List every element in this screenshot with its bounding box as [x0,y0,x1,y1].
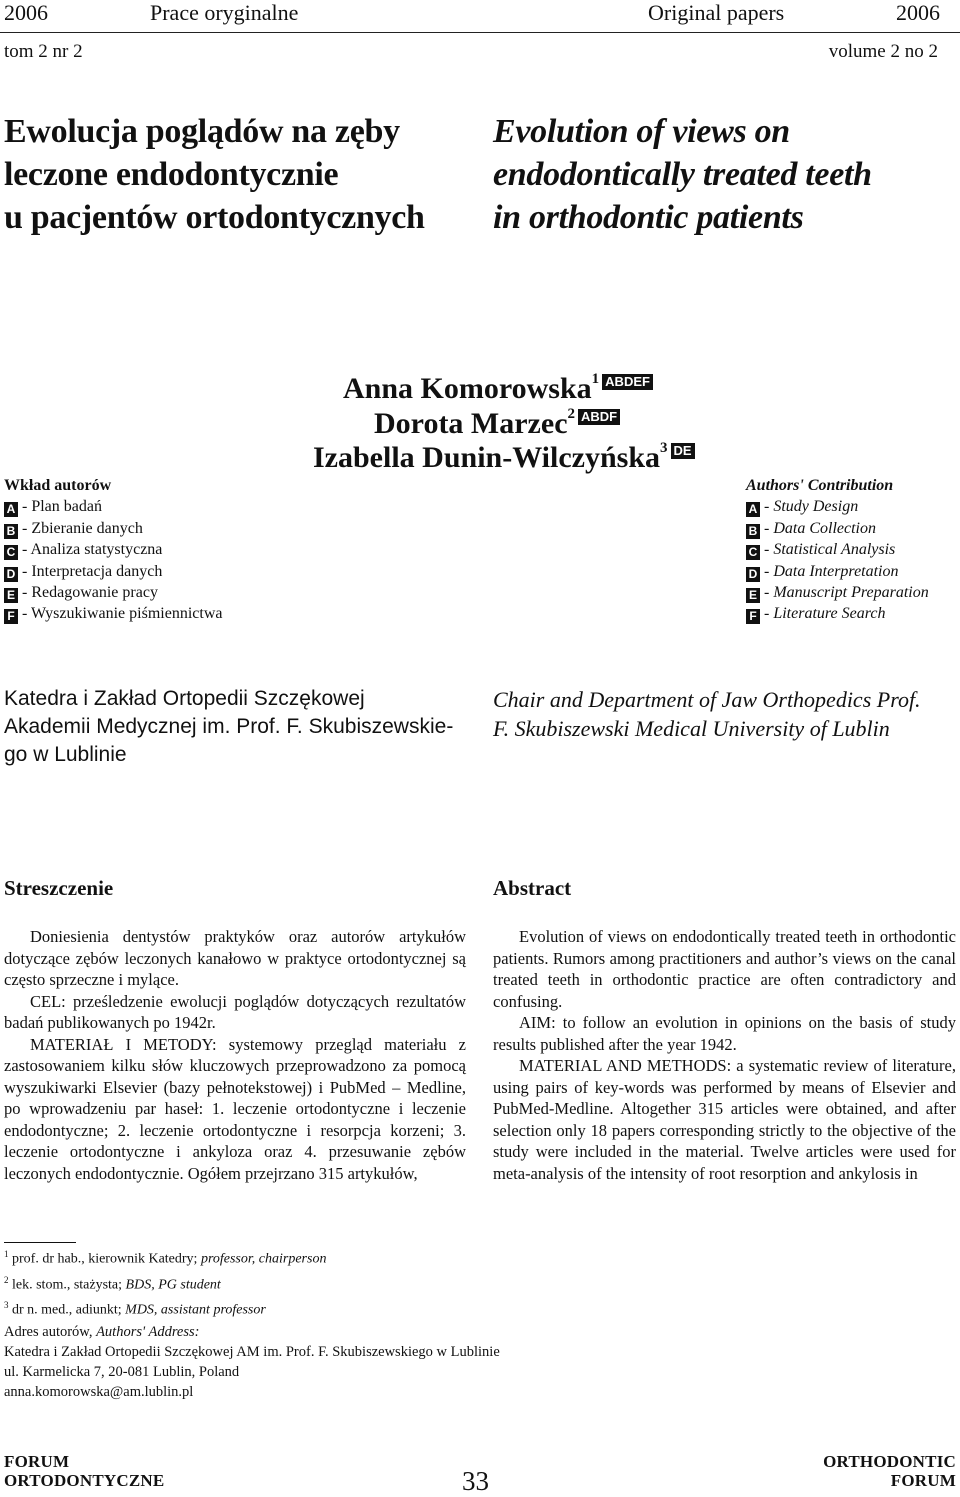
footer-line: FORUM [4,1452,70,1471]
footer-line: ORTHODONTIC [823,1452,956,1471]
contribution-heading: Authors' Contribution [746,477,894,494]
abstract-paragraph: AIM: to follow an evolution in opinions on the basis of study results published after the year 1942. [493,1013,956,1054]
footnote-rule [4,1242,76,1243]
author-name: Dorota Marzec [374,407,568,440]
contribution-heading: Wkład autorów [4,477,112,494]
role-label: - Manuscript Preparation [764,584,929,602]
title-english [493,110,960,239]
author-1 [343,372,653,406]
affiliation-line: Chair and Department of Jaw Orthopedics Prof. [493,687,921,712]
header-volume-en: volume 2 no 2 [828,41,938,62]
footer-journal-polish [4,1452,164,1490]
contribution-item [746,496,929,517]
header-rule [0,32,960,33]
role-label: - Data Collection [764,519,876,537]
role-letter: D [746,567,760,582]
title-polish-line: leczone endodontycznie [4,156,339,193]
author-address [4,1322,500,1402]
role-letter: C [746,545,760,560]
abstract-heading-polish: Streszczenie [4,876,114,900]
title-polish [4,110,474,239]
header-year-right: 2006 [896,0,940,25]
abstract-polish [4,926,466,1184]
role-letter: C [4,545,18,560]
role-letter: A [4,502,18,517]
contribution-item [746,582,929,603]
header-year-left: 2006 [4,0,48,25]
author-affiliation-number: 1 [591,371,600,387]
contribution-item [4,518,222,539]
role-label: - Zbieranie danych [22,519,143,537]
address-line: ul. Karmelicka 7, 20-081 Lublin, Poland [4,1364,240,1380]
footnote-text: dr n. med., adiunkt; [12,1302,126,1318]
role-label: - Wyszukiwanie piśmiennictwa [22,605,223,623]
abstract-paragraph: CEL: prześledzenie ewolucji poglądów dotyczących rezultatów badań publikowanych po 1942r. [4,991,466,1032]
abstract-english [493,926,956,1184]
title-polish-line: Ewolucja poglądów na zęby [4,113,400,150]
address-label-english: Authors' Address: [96,1324,200,1340]
footnote-number: 3 [4,1300,9,1311]
author-name: Izabella Dunin-Wilczyńska [313,441,661,474]
title-english-line: endodontically treated teeth [493,156,872,193]
role-letter: E [4,588,18,603]
address-line: Katedra i Zakład Ortopedii Szczękowej AM im. Prof. F. Skubiszewskiego w Lublinie [4,1344,500,1360]
role-label: - Study Design [764,498,859,516]
contribution-item [746,518,929,539]
affiliation-line: Katedra i Zakład Ortopedii Szczękowej [4,687,365,710]
author-affiliation-number: 2 [567,406,576,422]
role-letter: D [4,567,18,582]
footer-journal-english [823,1452,956,1490]
role-label: - Redagowanie pracy [22,584,158,602]
footnote-number: 2 [4,1274,9,1285]
contribution-item [746,561,929,582]
affiliation-english [493,685,960,743]
contribution-item [4,561,222,582]
footnote-text: prof. dr hab., kierownik Katedry; [12,1251,201,1267]
abstract-paragraph: Evolution of views on endodontically treated teeth in orthodontic patients. Rumors among practitioners and author’s views on the canal treated teeth in orthodontic practice are often contradictory and confusing. [493,927,956,1011]
author-affiliation-number: 3 [660,440,668,456]
affiliation-line: go w Lublinie [4,743,127,766]
header-volume-pl: tom 2 nr 2 [4,41,83,62]
role-label: - Statistical Analysis [764,541,896,559]
footnote-text: lek. stom., stażysta; [12,1277,126,1293]
footer-line: FORUM [890,1471,956,1490]
role-label: - Analiza statystyczna [22,541,163,559]
abstract-heading-english: Abstract [493,876,572,900]
contribution-item [4,582,222,603]
header-journal-pl: Prace oryginalne [150,0,299,25]
abstract-paragraph: MATERIAŁ I METODY: systemowy przegląd materiału z zastosowaniem kilku słów kluczowych przeprowadzono za pomocą wyszukiwarki Elsevier (bazy pełnotekstowej) i PubMed – Medline, po wprowadzeniu par haseł: 1. leczenie ortodontyczne i leczenie endodontyczne; 2. leczenie ortodontyczne i resorpcja korzeni; 3. leczenie ortodontyczne i ankyloza oraz 4. przesuwanie zębów leczonych endodontycznie. Ogółem przejrzano 315 artykułów, [4,1034,466,1183]
footnotes [4,1244,326,1321]
author-roles-badge: ABDEF [602,374,653,390]
author-2 [374,407,620,441]
footnote-english: BDS, PG student [125,1277,221,1293]
author-roles-badge: ABDF [578,409,620,425]
role-letter: F [746,609,760,624]
author-3 [313,441,695,475]
affiliation-line: Akademii Medycznej im. Prof. F. Skubiszewskie- [4,715,454,738]
contribution-item [746,603,929,624]
address-email: anna.komorowska@am.lublin.pl [4,1384,194,1400]
author-name: Anna Komorowska [343,372,592,405]
contribution-polish [4,475,222,625]
abstract-paragraph: MATERIAL AND METHODS: a systematic review of literature, using pairs of key-words was performed by means of Elsevier and PubMed-Medline. Altogether 315 articles were obtained, and after selection only 18 papers corresponding strictly to the objective of the study were included in the material. Twelve articles were used for meta-analysis of the intensity of root resorption and ankylosis in [493,1056,956,1183]
role-letter: F [4,609,18,624]
role-label: - Literature Search [764,605,886,623]
footnote [4,1244,326,1270]
affiliation-polish [4,685,474,769]
role-label: - Data Interpretation [764,562,899,580]
footnote-english: professor, chairperson [200,1251,327,1267]
footnote [4,1295,326,1321]
contribution-item [4,603,222,624]
role-label: - Plan badań [22,498,102,516]
role-letter: B [4,524,18,539]
role-label: - Interpretacja danych [22,562,163,580]
title-english-line: Evolution of views on [493,113,790,150]
page-number: 33 [462,1466,489,1496]
contribution-item [4,539,222,560]
footnote [4,1270,326,1296]
contribution-english [746,475,929,625]
title-polish-line: u pacjentów ortodontycznych [4,199,425,236]
footnote-english: MDS, assistant professor [125,1302,266,1318]
footnote-number: 1 [4,1249,9,1259]
contribution-item [4,496,222,517]
title-english-line: in orthodontic patients [493,199,804,236]
header-journal-en: Original papers [648,0,785,25]
contribution-item [746,539,929,560]
affiliation-line: F. Skubiszewski Medical University of Lublin [493,716,890,741]
author-roles-badge: DE [671,443,695,459]
address-label-polish: Adres autorów, [4,1324,97,1340]
role-letter: E [746,588,760,603]
role-letter: A [746,502,760,517]
role-letter: B [746,524,760,539]
abstract-paragraph: Doniesienia dentystów praktyków oraz autorów artykułów dotyczące zębów leczonych kanałowo w praktyce ortodontycznej są często sprzeczne i mylące. [4,927,466,989]
footer-line: ORTODONTYCZNE [4,1471,165,1490]
